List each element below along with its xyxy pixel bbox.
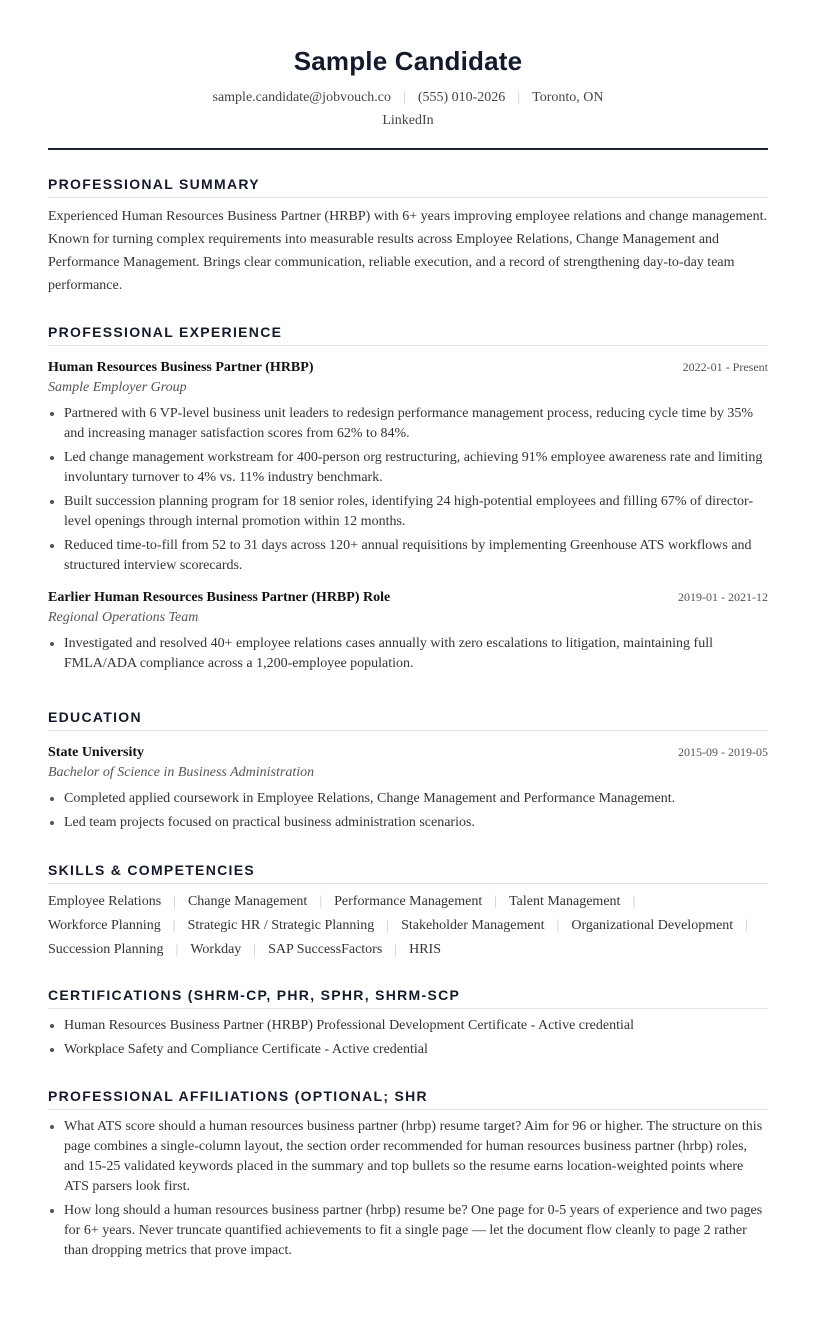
section-divider [48, 883, 768, 884]
contact-line [48, 89, 768, 107]
job-title: Earlier Human Resources Business Partner (HRBP) Role [48, 590, 391, 605]
list-item: Workplace Safety and Compliance Certificate - Active credential [48, 1040, 768, 1060]
linkedin-link[interactable]: LinkedIn [382, 113, 434, 128]
skills-row [48, 914, 768, 938]
summary-text: Experienced Human Resources Business Partner (HRBP) with 6+ years improving employee relations and change management. Known for turning complex requirements into measurable results across Employee Relations, Change Management and Performance Management. Brings clear communication, reliable execution, and a record of strengthening day-to-day team performance. [48, 209, 767, 293]
list-item: Led change management workstream for 400-person org restructuring, achieving 91% employee awareness rate and limiting involuntary turnover to 4% vs. 11% industry benchmark. [48, 448, 768, 488]
job-entry [48, 358, 768, 576]
skill-item: Succession Planning | [48, 942, 179, 957]
job-dates: 2022-01 - Present [682, 360, 768, 374]
list-item: What ATS score should a human resources business partner (hrbp) resume target? Aim for 96 or higher. The structure on this page combines a single-column layout, the section order recommended for human resources business partner (hrbp) roles, and 15-25 validated keywords placed in the summary and top bullets so the resume earns location-weighted points where ATS parsers look first. [48, 1117, 768, 1197]
job-title: Human Resources Business Partner (HRBP) [48, 360, 314, 375]
section-divider [48, 1109, 768, 1110]
education-section [48, 706, 768, 837]
section-divider [48, 1008, 768, 1009]
list-item: How long should a human resources business partner (hrbp) resume be? One page for 0-5 years of experience and two pages for 6+ years. Never truncate quantified achievements to fit a single page — let the document flow cleanly to page 2 rather than dropping metrics that prove impact. [48, 1201, 768, 1261]
skill-item: Strategic HR / Strategic Planning | [187, 918, 390, 933]
list-item: Completed applied coursework in Employee Relations, Change Management and Performance Management. [48, 789, 768, 809]
job-bullets [48, 404, 768, 576]
skill-item: Stakeholder Management | [401, 918, 560, 933]
list-item: Reduced time-to-fill from 52 to 31 days across 120+ annual requisitions by implementing Greenhouse ATS workflows and structured interview scorecards. [48, 536, 768, 576]
degree: Bachelor of Science in Business Administration [48, 765, 315, 780]
certifications-list [48, 1016, 768, 1060]
location: Toronto, ON [532, 90, 604, 105]
experience-section [48, 321, 768, 678]
job-employer: Sample Employer Group [48, 380, 187, 395]
job-entry [48, 588, 768, 674]
section-title: PROFESSIONAL AFFILIATIONS (OPTIONAL; SHR [48, 1088, 428, 1104]
section-divider [48, 345, 768, 346]
education-entry [48, 743, 768, 833]
certifications-section [48, 984, 768, 1064]
skill-item: HRIS [409, 942, 442, 957]
header-divider [48, 148, 768, 150]
skills-row [48, 890, 768, 914]
education-bullets [48, 789, 768, 833]
section-title: PROFESSIONAL EXPERIENCE [48, 324, 283, 340]
section-divider [48, 197, 768, 198]
affiliations-section [48, 1085, 768, 1265]
skill-item: Workforce Planning | [48, 918, 176, 933]
job-header [48, 358, 768, 378]
separator: | [517, 90, 521, 105]
list-item: Led team projects focused on practical business administration scenarios. [48, 813, 768, 833]
skill-item: Performance Management | [334, 894, 498, 909]
section-divider [48, 730, 768, 731]
list-item: Built succession planning program for 18 senior roles, identifying 24 high-potential employees and filling 67% of director-level openings through internal promotion within 12 months. [48, 492, 768, 532]
job-employer: Regional Operations Team [48, 610, 199, 625]
skill-item: Talent Management | [509, 894, 636, 909]
skill-item: Change Management | [187, 894, 323, 909]
section-title: SKILLS & COMPETENCIES [48, 862, 255, 878]
section-title: CERTIFICATIONS (SHRM-CP, PHR, SPHR, SHRM-SCP [48, 987, 461, 1003]
skills-list [48, 890, 768, 962]
skills-section [48, 859, 768, 962]
skills-row [48, 938, 768, 962]
candidate-name: Sample Candidate [293, 46, 523, 76]
education-dates: 2015-09 - 2019-05 [678, 745, 768, 759]
skill-item: Organizational Development | [571, 918, 748, 933]
linkedin-line [48, 113, 768, 129]
skill-item: Workday | [190, 942, 257, 957]
job-bullets [48, 634, 768, 674]
list-item: Investigated and resolved 40+ employee relations cases annually with zero escalations to litigation, maintaining full FMLA/ADA compliance across a 1,200-employee population. [48, 634, 768, 674]
job-dates: 2019-01 - 2021-12 [678, 590, 768, 604]
section-title: EDUCATION [48, 709, 142, 725]
section-title: PROFESSIONAL SUMMARY [48, 176, 260, 192]
list-item: Human Resources Business Partner (HRBP) Professional Development Certificate - Active credential [48, 1016, 768, 1036]
phone-number: (555) 010-2026 [417, 90, 506, 105]
affiliations-list [48, 1117, 768, 1261]
job-header [48, 588, 768, 608]
skill-item: SAP SuccessFactors | [268, 942, 398, 957]
education-header [48, 743, 768, 763]
separator: | [403, 90, 406, 105]
skill-item: Employee Relations | [48, 894, 176, 909]
summary-section [48, 173, 768, 297]
email-link[interactable]: sample.candidate@jobvouch.co [212, 90, 391, 105]
list-item: Partnered with 6 VP-level business unit leaders to redesign performance management process, reducing cycle time by 35% and increasing manager satisfaction scores from 62% to 84%. [48, 404, 768, 444]
school-name: State University [48, 745, 145, 760]
